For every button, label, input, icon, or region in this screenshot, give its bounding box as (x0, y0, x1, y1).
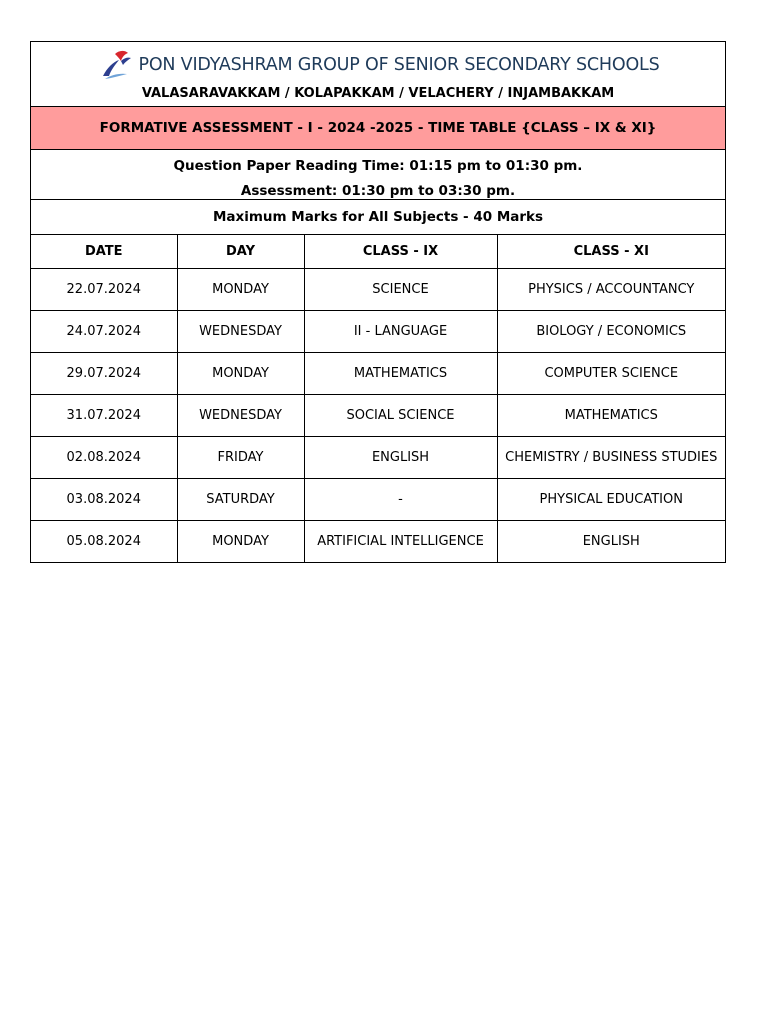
timetable (31, 235, 725, 562)
cell-day: FRIDAY (177, 437, 304, 479)
cell-day: SATURDAY (177, 479, 304, 521)
timetable-sheet (30, 41, 726, 563)
cell-class-ix: II - LANGUAGE (304, 311, 497, 353)
cell-class-ix: ENGLISH (304, 437, 497, 479)
timing-info (31, 150, 725, 200)
school-header (31, 42, 725, 107)
cell-class-xi: ENGLISH (582, 534, 640, 549)
cell-day: WEDNESDAY (177, 311, 304, 353)
cell-class-ix: SOCIAL SCIENCE (304, 395, 497, 437)
school-name: PON VIDYASHRAM GROUP OF SENIOR SECONDARY SCHOOLS (138, 55, 660, 75)
cell-date: 22.07.2024 (31, 269, 177, 311)
table-row (31, 269, 725, 311)
header-day: DAY (177, 235, 304, 269)
cell-date: 05.08.2024 (31, 521, 177, 563)
cell-class-xi: COMPUTER SCIENCE (497, 353, 725, 395)
table-row (31, 521, 725, 563)
cell-day: MONDAY (177, 521, 304, 563)
logo-row (31, 48, 725, 82)
header-date: DATE (31, 235, 177, 269)
cell-class-ix: MATHEMATICS (304, 353, 497, 395)
cell-class-xi: PHYSICAL EDUCATION (497, 479, 725, 521)
table-header-row (31, 235, 725, 269)
cell-date: 02.08.2024 (31, 437, 177, 479)
cell-day: MONDAY (177, 353, 304, 395)
table-row (31, 479, 725, 521)
cell-day: WEDNESDAY (177, 395, 304, 437)
maximum-marks: Maximum Marks for All Subjects - 40 Marks (31, 200, 725, 235)
cell-date: 03.08.2024 (31, 479, 177, 521)
table-row (31, 353, 725, 395)
assessment-time: Assessment: 01:30 pm to 03:30 pm. (240, 183, 516, 199)
cell-day: MONDAY (177, 269, 304, 311)
cell-class-ix: - (304, 479, 497, 521)
table-row (31, 311, 725, 353)
table-row (31, 395, 725, 437)
cell-date: 29.07.2024 (31, 353, 177, 395)
cell-date: 31.07.2024 (31, 395, 177, 437)
school-logo-icon (97, 48, 135, 82)
header-class-xi: CLASS - XI (497, 235, 725, 269)
assessment-banner: FORMATIVE ASSESSMENT - I - 2024 -2025 - TIME TABLE {CLASS – IX & XI} (31, 107, 725, 150)
cell-date: 24.07.2024 (31, 311, 177, 353)
cell-class-ix: ARTIFICIAL INTELLIGENCE (304, 521, 497, 563)
cell-class-xi: MATHEMATICS (497, 395, 725, 437)
cell-class-xi: CHEMISTRY / BUSINESS STUDIES (497, 437, 725, 479)
header-class-ix: CLASS - IX (304, 235, 497, 269)
cell-class-ix: SCIENCE (304, 269, 497, 311)
table-row (31, 437, 725, 479)
cell-class-xi: BIOLOGY / ECONOMICS (497, 311, 725, 353)
reading-time: Question Paper Reading Time: 01:15 pm to 01:30 pm. (173, 158, 583, 174)
cell-class-xi: PHYSICS / ACCOUNTANCY (497, 269, 725, 311)
branch-list: VALASARAVAKKAM / KOLAPAKKAM / VELACHERY / INJAMBAKKAM (141, 86, 615, 101)
